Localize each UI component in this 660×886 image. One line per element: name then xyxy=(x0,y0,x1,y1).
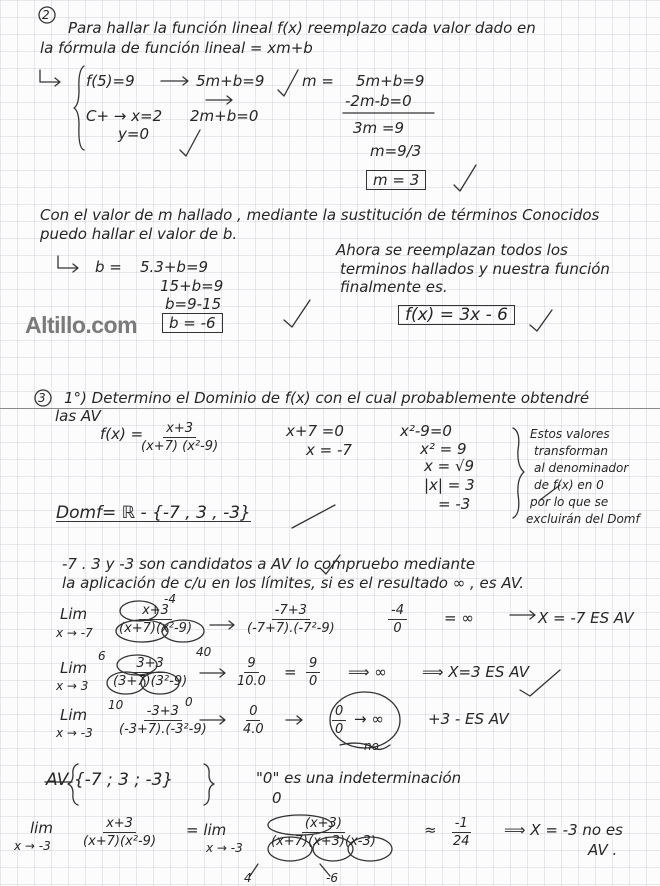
lim3-result2-num: 0 xyxy=(332,704,346,721)
indeterminacy-note: "0" es una indeterminación xyxy=(256,769,462,787)
final-lim-result-num: -1 xyxy=(452,816,471,833)
checkmark-icon xyxy=(454,165,476,191)
lim3-conclusion: +3 - ES AV xyxy=(428,710,509,728)
lim3-result1-den: 4.0 xyxy=(243,722,264,737)
final-lim-num: x+3 xyxy=(103,816,136,833)
lim2-mark-a: 6 xyxy=(98,649,106,663)
lim2-conclusion: ⟹ X=3 ES AV xyxy=(422,663,529,681)
b-step-3: b=9-15 xyxy=(165,295,222,313)
lim2-mark-c: 0 xyxy=(185,695,193,709)
av-set: AV {-7 ; 3 ; -3} xyxy=(46,770,174,790)
lim1-sub: x → -7 xyxy=(56,626,93,640)
final-lim-sub2: x → -3 xyxy=(206,841,243,855)
final-lim-result xyxy=(450,816,473,849)
checkmark-icon xyxy=(292,505,335,528)
indeterminacy-den: 0 xyxy=(272,789,282,807)
condition-2: C+ → x=2 xyxy=(86,107,163,125)
lim2-result1-num: 9 xyxy=(244,656,258,673)
av-brace-right xyxy=(204,764,214,805)
lim1-num: x+3 xyxy=(139,603,172,620)
final-lim-den2: (x+7)(x+3)(x-3) xyxy=(271,834,376,849)
arrow-icon xyxy=(161,77,188,85)
note-line-2: transforman xyxy=(534,444,608,458)
lim2-den: (3+7)(3²-9) xyxy=(113,674,188,689)
lim2-mark-b: 10 xyxy=(108,698,124,712)
lim3-arrow-infinity: → ∞ xyxy=(354,710,384,728)
b-label: b = xyxy=(95,258,122,276)
lim3-result1-fraction xyxy=(240,704,267,737)
lim2-sub: x → 3 xyxy=(56,679,89,693)
hook-arrow-icon xyxy=(58,256,78,272)
lim2-fraction xyxy=(110,656,190,689)
arrow-icon xyxy=(510,611,535,619)
lim3-sub: x → -3 xyxy=(56,726,93,740)
lim2-result1-fraction xyxy=(234,656,269,689)
problem-3-intro-line2: las AV xyxy=(55,407,101,425)
m-step-3: 3m =9 xyxy=(353,119,405,137)
condition-1: f(5)=9 xyxy=(86,72,135,90)
candidates-line2: la aplicación de c/u en los límites, si es el resultado ∞ , es AV. xyxy=(62,574,525,592)
note-line-1: Estos valores xyxy=(530,427,610,441)
lim1-mark-b: 40 xyxy=(196,645,212,659)
fx-numerator: x+3 xyxy=(163,421,196,438)
b-step-2: 15+b=9 xyxy=(160,277,224,295)
problem-3-number: 3 xyxy=(38,391,46,405)
lim3-den: (-3+7).(-3²-9) xyxy=(119,722,207,737)
lim1-conclusion: X = -7 ES AV xyxy=(538,609,634,627)
b-step-1: 5.3+b=9 xyxy=(140,258,209,276)
lim1-fraction xyxy=(116,603,195,636)
text2-line1: Con el valor de m hallado , mediante la sustitución de términos Conocidos xyxy=(40,206,600,224)
root2-c: x = √9 xyxy=(424,457,475,475)
altillo-watermark-logo: Altillo.com xyxy=(25,312,138,338)
final-text-line2: terminos hallados y nuestra función xyxy=(340,260,610,278)
lim2-result2-num: 9 xyxy=(306,656,320,673)
candidates-line1: -7 . 3 y -3 son candidatos a AV lo compruebo mediante xyxy=(62,555,476,573)
lim1-mark-a: -4 xyxy=(164,592,176,606)
m-step-2: -2m-b=0 xyxy=(345,92,412,110)
m-step-1: 5m+b=9 xyxy=(356,72,425,90)
final-lim-num2: (x+3) xyxy=(302,816,345,833)
lim2-result1-den: 10.0 xyxy=(237,674,266,689)
lim2-result2-fraction xyxy=(306,656,320,689)
checkmark-icon xyxy=(180,130,200,156)
b-result-box: b = -6 xyxy=(162,313,223,333)
problem-2-number: 2 xyxy=(42,8,50,22)
root2-b: x² = 9 xyxy=(420,440,467,458)
problem-3-intro-line1: 1°) Determino el Dominio de f(x) con el cual probablemente obtendré xyxy=(64,389,590,407)
final-text-line1: Ahora se reemplazan todos los xyxy=(336,241,568,259)
final-lim-mark-a: 4 xyxy=(244,871,252,885)
lim3-num: -3+3 xyxy=(144,704,182,721)
lim3-result2-fraction xyxy=(332,704,346,737)
lim1-sub-fraction xyxy=(244,603,338,636)
final-lim-den: (x+7)(x²-9) xyxy=(83,834,157,849)
lim3-scribble: no xyxy=(364,739,379,753)
lim1-result-den: 0 xyxy=(393,621,402,636)
arrow-icon xyxy=(200,669,225,677)
lim1-result-num: -4 xyxy=(388,603,407,620)
checkmark-icon xyxy=(278,70,298,96)
problem-2-intro-line2: la fórmula de función lineal = xm+b xyxy=(40,39,313,57)
final-lim-sub: x → -3 xyxy=(14,839,51,853)
lim1-equals-infinity: = ∞ xyxy=(444,609,474,627)
text2-line2: puedo hallar el valor de b. xyxy=(40,225,238,243)
checkmark-icon xyxy=(284,300,310,327)
note-line-6: excluirán del Domf xyxy=(526,512,640,526)
lim3-result1-num: 0 xyxy=(246,704,260,721)
note-brace xyxy=(513,428,524,518)
lim2-word: Lim xyxy=(60,659,88,677)
lim3-fraction xyxy=(116,704,210,737)
fx-label: f(x) = xyxy=(100,425,144,443)
lim3-result2-den: 0 xyxy=(335,722,344,737)
m-result-box: m = 3 xyxy=(366,170,426,190)
note-line-3: al denominador xyxy=(534,461,629,475)
problem-2-intro-line1: Para hallar la función lineal f(x) reemplazo cada valor dado en xyxy=(68,19,536,37)
final-lim-mark-b: -6 xyxy=(326,871,338,885)
final-lim-approx: ≈ xyxy=(424,821,437,839)
arrow-icon xyxy=(206,96,232,104)
lim1-word: Lim xyxy=(60,605,88,623)
lim1-sub-den: (-7+7).(-7²-9) xyxy=(247,621,335,636)
m-step-4: m=9/3 xyxy=(370,142,422,160)
root2-e: = -3 xyxy=(438,495,471,513)
final-function-box: f(x) = 3x - 6 xyxy=(398,305,515,325)
hook-arrow-icon xyxy=(40,70,60,86)
m-label: m = xyxy=(302,72,334,90)
final-lim-result-den: 24 xyxy=(453,834,470,849)
final-conclusion-line2: AV . xyxy=(588,841,618,859)
lim2-num: 3+3 xyxy=(133,656,166,673)
fx-fraction xyxy=(138,421,221,454)
lim1-result-fraction xyxy=(388,603,407,636)
arrow-icon xyxy=(210,621,234,629)
checkmark-icon xyxy=(530,310,552,331)
final-lim-fraction xyxy=(80,816,159,849)
lim2-equals: = xyxy=(284,663,297,681)
final-text-line3: finalmente es. xyxy=(340,278,448,296)
note-line-5: por lo que se xyxy=(530,495,609,509)
final-lim-word: lim xyxy=(30,819,53,837)
final-lim-equals: = lim xyxy=(186,821,227,839)
note-line-4: de f(x) en 0 xyxy=(534,478,604,492)
final-lim-fraction2 xyxy=(268,816,379,849)
lim1-den: (x+7)(x²-9) xyxy=(119,621,193,636)
root2-a: x²-9=0 xyxy=(400,422,452,440)
root1-b: x = -7 xyxy=(306,441,352,459)
lim2-result2-den: 0 xyxy=(309,674,318,689)
system-brace xyxy=(74,66,84,150)
domain-statement: Domf= ℝ - {-7 , 3 , -3} xyxy=(56,503,251,523)
fx-denominator: (x+7) (x²-9) xyxy=(141,439,219,454)
condition-3: y=0 xyxy=(118,125,149,143)
equation-2: 2m+b=0 xyxy=(190,107,259,125)
equation-1: 5m+b=9 xyxy=(196,72,265,90)
lim3-word: Lim xyxy=(60,706,88,724)
lim1-sub-num: -7+3 xyxy=(272,603,310,620)
root2-d: |x| = 3 xyxy=(424,476,475,494)
arrow-icon xyxy=(286,716,302,724)
lim2-arrow-infinity: ⟹ ∞ xyxy=(348,663,387,681)
root1-a: x+7 =0 xyxy=(286,422,344,440)
final-conclusion-line1: ⟹ X = -3 no es xyxy=(504,821,623,839)
